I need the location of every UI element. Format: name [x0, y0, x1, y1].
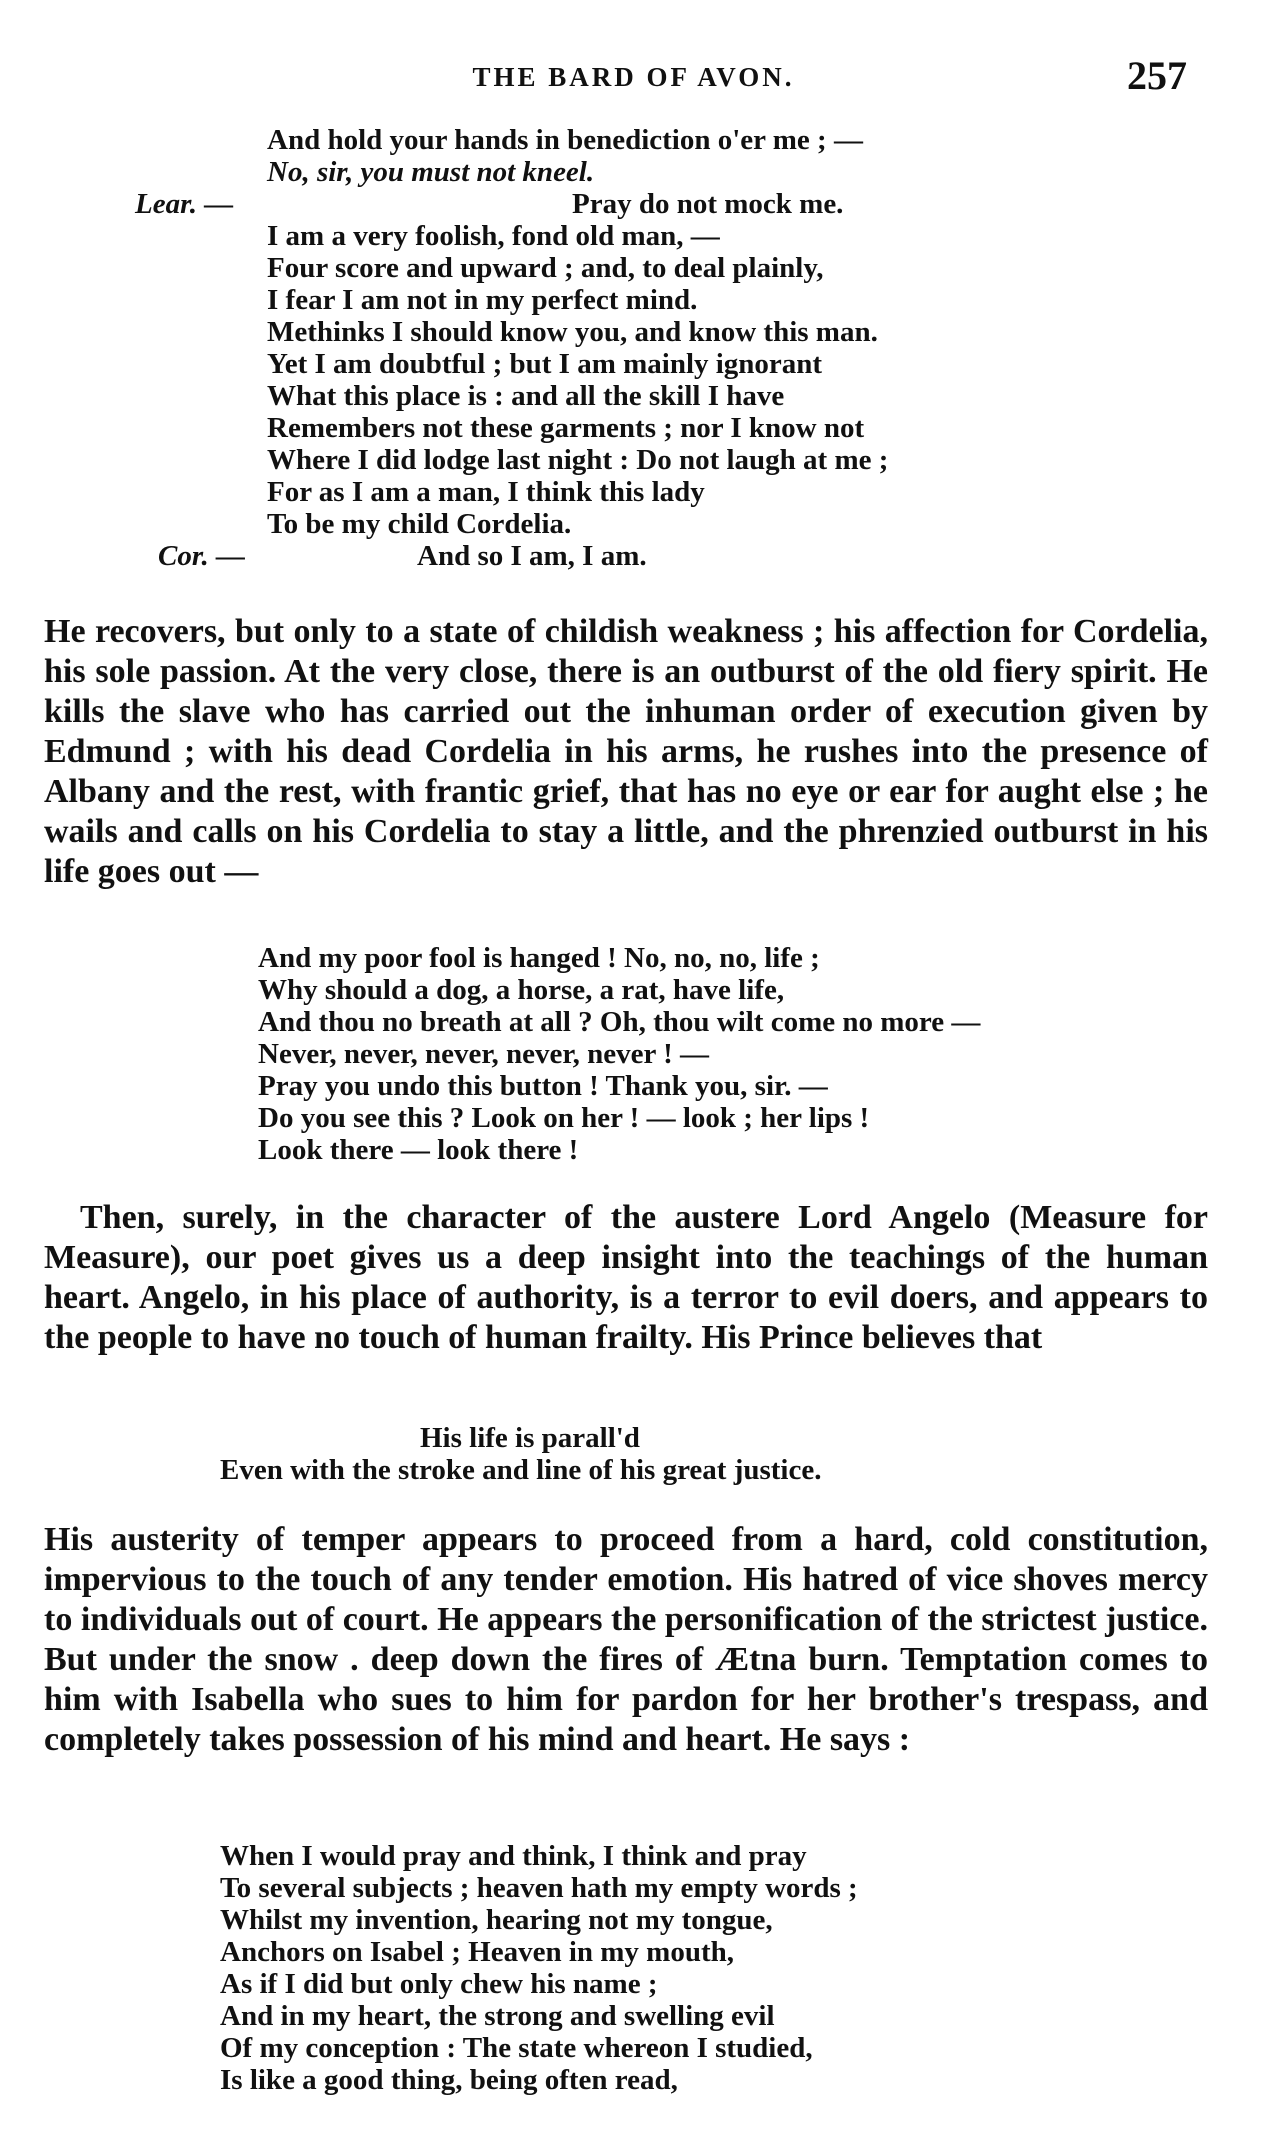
verse-line: Four score and upward ; and, to deal plainly,	[267, 252, 824, 284]
verse-line: Pray you undo this button ! Thank you, sir. —	[258, 1070, 828, 1102]
verse-line: Do you see this ? Look on her ! — look ; her lips !	[258, 1102, 870, 1134]
verse-line: Whilst my invention, hearing not my tongue,	[220, 1904, 773, 1936]
verse-block-lear	[267, 124, 888, 572]
verse-line: I fear I am not in my perfect mind.	[267, 284, 698, 316]
paragraph-text: He recovers, but only to a state of childish weakness ; his affection for Cordelia, his sole passion. At the very close, there is an outburst of the old fiery spirit. He kills the slave who has carried out the inhuman order of execution given by Edmund ; with his dead Cordelia in his arms, he rushes into the presence of Albany and the rest, with frantic grief, that has no eye or ear for aught else ; he wails and calls on his Cordelia to stay a little, and the phrenzied outburst in his life goes out —	[44, 613, 1208, 890]
verse-line: Look there — look there !	[258, 1134, 579, 1166]
verse-line: When I would pray and think, I think and pray	[220, 1840, 807, 1872]
verse-line: And my poor fool is hanged ! No, no, no, life ;	[258, 942, 820, 974]
prose-paragraph-1	[44, 612, 1208, 892]
verse-line: Where I did lodge last night : Do not laugh at me ;	[267, 444, 889, 476]
paragraph-text: Then, surely, in the character of the austere Lord Angelo (Measure for Measure), our poet gives us a deep insight into the teachings of the human heart. Angelo, in his place of authority, is a terror to evil doers, and appears to the people to have no touch of human frailty. His Prince believes that	[44, 1199, 1208, 1356]
speaker-cordelia: Cor. —	[158, 540, 246, 572]
verse-line: What this place is : and all the skill I have	[267, 380, 785, 412]
verse-line: Anchors on Isabel ; Heaven in my mouth,	[220, 1936, 734, 1968]
verse-line: Pray do not mock me.	[572, 188, 844, 220]
running-head: THE BARD OF AVON.	[472, 62, 795, 92]
verse-line: No, sir, you must not kneel.	[267, 156, 595, 188]
verse-line: For as I am a man, I think this lady	[267, 476, 705, 508]
verse-line: To several subjects ; heaven hath my empty words ;	[220, 1872, 858, 1904]
prose-paragraph-2	[44, 1198, 1208, 1358]
verse-line: To be my child Cordelia.	[267, 508, 572, 540]
verse-line: His life is parall'd	[420, 1422, 640, 1454]
prose-paragraph-3	[44, 1520, 1208, 1760]
verse-line: Even with the stroke and line of his great justice.	[220, 1454, 822, 1486]
verse-line: And in my heart, the strong and swelling evil	[220, 2000, 775, 2032]
page-header	[0, 50, 1267, 100]
verse-block-angelo-quote	[220, 1422, 821, 1486]
verse-line: Methinks I should know you, and know this man.	[267, 316, 878, 348]
verse-line: Is like a good thing, being often read,	[220, 2064, 678, 2096]
verse-line: Of my conception : The state whereon I studied,	[220, 2032, 813, 2064]
verse-line: Why should a dog, a horse, a rat, have life,	[258, 974, 785, 1006]
speaker-lear: Lear. —	[135, 188, 234, 220]
verse-line: I am a very foolish, fond old man, —	[267, 220, 720, 252]
verse-line: And so I am, I am.	[417, 540, 647, 572]
verse-line: And thou no breath at all ? Oh, thou wilt come no more —	[258, 1006, 981, 1038]
verse-line: Yet I am doubtful ; but I am mainly ignorant	[267, 348, 823, 380]
verse-line: And hold your hands in benediction o'er me ; —	[267, 124, 863, 156]
verse-line: Never, never, never, never, never ! —	[258, 1038, 710, 1070]
paragraph-text: His austerity of temper appears to proceed from a hard, cold constitution, impervious to the touch of any tender emotion. His hatred of vice shoves mercy to individuals out of court. He appears the personification of the strictest justice. But under the snow . deep down the fires of Ætna burn. Temptation comes to him with Isabella who sues to him for pardon for her brother's trespass, and completely takes possession of his mind and heart. He says :	[44, 1521, 1208, 1758]
verse-line: As if I did but only chew his name ;	[220, 1968, 658, 2000]
page-number: 257	[1127, 53, 1187, 98]
verse-block-angelo-soliloquy	[220, 1840, 858, 2096]
verse-block-lear-death	[258, 942, 980, 1166]
verse-line: Remembers not these garments ; nor I know not	[267, 412, 865, 444]
